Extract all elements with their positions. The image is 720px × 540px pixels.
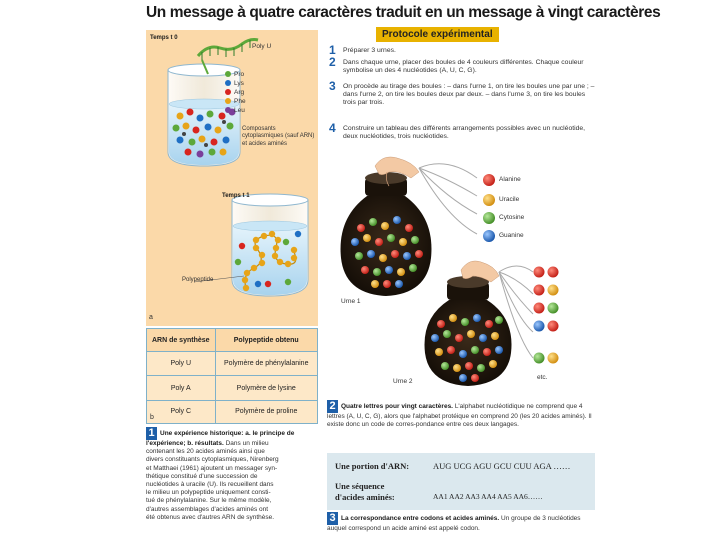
table-cell: Polymère de proline <box>215 400 317 423</box>
step-number: 2 <box>329 55 336 69</box>
caption-text-line: contenant les 20 acides aminés ainsi que <box>146 448 265 456</box>
step-text: On procède au tirage des boules : – dans l'urne 1, on tire les boules une par une ; – dans l'urne 2, on tire les boules deux par deux. – dans l'urne 3, on tire les boules trois par trois. <box>343 83 595 106</box>
arn-example-box <box>327 453 595 510</box>
amino-acid-label: Arg <box>234 89 245 96</box>
legend-label: Uracile <box>499 196 520 203</box>
table-cell: Poly A <box>147 376 215 400</box>
urn-1-label: Urne 1 <box>341 298 361 305</box>
sequence-label: Une séquence <box>335 481 385 491</box>
arn-portion-label: Une portion d'ARN: <box>335 461 410 471</box>
experiment-illustration <box>146 30 318 326</box>
urn-2-label: Urne 2 <box>393 378 413 385</box>
protocol-step <box>329 121 595 144</box>
etc-label: etc. <box>537 374 548 381</box>
caption-text-line: thétique constitué d'une succession de <box>146 472 258 480</box>
protocol-step <box>329 79 595 120</box>
caption-text-line: le milieu un polypeptide uniquement consti- <box>146 489 271 497</box>
results-table <box>146 328 318 424</box>
protocol-title: Protocole expérimental <box>376 27 499 42</box>
table-header-row <box>147 329 317 352</box>
table-cell: Polymère de phénylalanine <box>215 352 317 376</box>
table-row <box>147 352 317 376</box>
table-row <box>147 376 317 400</box>
caption-title: La correspondance entre codons et acides aminés. <box>341 515 500 523</box>
step-text: Préparer 3 urnes. <box>343 47 396 54</box>
legend-label: Guanine <box>499 232 524 239</box>
caption-number: 2 <box>327 400 338 413</box>
table-header: Polypeptide obtenu <box>215 329 317 352</box>
caption-text: L'alphabet nucléotidique ne comprend que 4 lettres (A, U, C, G), alors que l'alphabet protéique en comprend 20 (les 20 acides aminés). Il existe donc un code de corres-pondance entre ces deux langages. <box>327 403 592 429</box>
step-text: Dans chaque urne, placer des boules de 4 couleurs différentes. Chaque couleur symbolise un des 4 nucléotides (A, U, C, G). <box>343 59 584 74</box>
protocol-step <box>329 55 595 78</box>
legend-label: Cytosine <box>499 214 525 221</box>
components-label: Composants cytoplasmiques (sauf ARN) et acides aminés <box>242 126 315 147</box>
nucleotide-legend-balls <box>483 174 495 242</box>
panel-a-letter: a <box>149 314 153 321</box>
beaker-t1 <box>232 194 308 296</box>
caption-number: 1 <box>146 427 157 440</box>
time0-label: Temps t 0 <box>150 35 178 41</box>
poly-u-label: Poly U <box>252 43 272 50</box>
step-number: 4 <box>329 121 336 135</box>
caption-1 <box>146 426 318 540</box>
urn-1 <box>341 157 477 296</box>
polypeptide-label: Polypeptide <box>182 277 214 283</box>
amino-acid-label: Phe <box>234 98 246 105</box>
amino-acid-label: Lys <box>234 80 244 87</box>
urns-illustration <box>327 148 595 398</box>
sequence-label: d'acides aminés: <box>335 492 395 502</box>
urn-2 <box>425 261 534 386</box>
caption-2 <box>327 400 595 450</box>
urns-figure <box>327 148 595 398</box>
table-row <box>147 400 317 423</box>
caption-text-line: et Matthaei (1961) ajoutent un messager syn- <box>146 464 278 472</box>
step-number: 1 <box>329 43 336 57</box>
caption-text-line: tué de phénylalanine. Sur le même modèle, <box>146 497 272 505</box>
caption-title: Une expérience historique: a. le principe de l'expérience; b. résultats. <box>146 430 295 447</box>
step-number: 3 <box>329 79 336 93</box>
caption-text-line: nucléotides à uracile (U). Ils recueillent dans <box>146 481 274 489</box>
caption-text-line: été obtenus avec d'autres ARN de synthèse. <box>146 513 275 521</box>
experiment-diagram <box>146 30 318 326</box>
step-text: Construire un tableau des différents arrangements possibles avec un nucléotide, deux nucléotides, trois nucléotides. <box>343 125 586 140</box>
caption-text: Un groupe de 3 nucléotides auquel correspond un acide aminé est appelé codon. <box>327 515 581 532</box>
table-header: ARN de synthèse <box>147 329 215 352</box>
sequence-value: AA1 AA2 AA3 AA4 AA5 AA6…… <box>433 492 543 501</box>
protocol-step <box>329 43 595 57</box>
table-cell: Polymère de lysine <box>215 376 317 400</box>
legend-label: Alanine <box>499 176 521 183</box>
panel-b-letter: b <box>150 413 154 421</box>
amino-acid-list <box>234 70 246 115</box>
caption-text-line: d'autres assemblages d'acides aminés ont <box>146 505 269 513</box>
caption-title: Quatre lettres pour vingt caractères. <box>341 403 453 411</box>
table-cell: Poly C <box>147 400 215 423</box>
amino-acid-label: Leu <box>234 107 245 114</box>
protocol-steps <box>327 44 595 148</box>
caption-text-line: divers constituants cytoplasmiques, Nirenberg <box>146 456 279 464</box>
ball-pairs <box>534 267 559 364</box>
arn-portion-value: AUG UCG AGU GCU CUU AGA …… <box>433 461 571 471</box>
table-cell: Poly U <box>147 352 215 376</box>
page-title: Un message à quatre caractères traduit en un message à vingt caractères <box>146 4 661 21</box>
time1-label: Temps t 1 <box>222 193 250 199</box>
caption-number: 3 <box>327 512 338 525</box>
caption-text-line: Dans un milieu <box>225 440 269 447</box>
amino-acid-label: Pro <box>234 71 245 78</box>
caption-3 <box>327 512 595 540</box>
